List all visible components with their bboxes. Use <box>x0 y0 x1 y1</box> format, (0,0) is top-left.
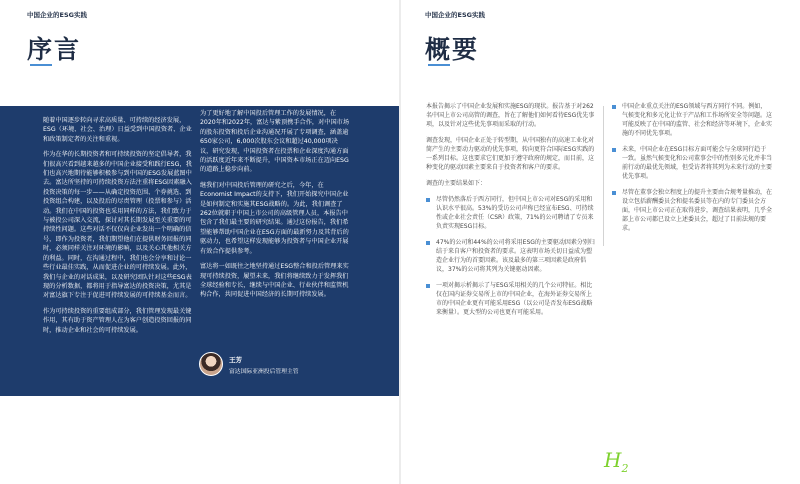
finding-bullet: 中国企业重点关注的ESG领域与西方同行不同。例如，气候变化和多元化让位于产品和工作场所安全等问题。这可能反映了在中国的监管、社会和经济等环境下，企业实施的不同优先事项。 <box>612 102 772 138</box>
author-avatar <box>199 352 223 376</box>
right-running-header: 中国企业的ESG实践 <box>425 11 485 19</box>
foreword-paragraph: 继我们对中国投后管理的研究之后，今年，在Economist Impact的支持下，我们开始探究中国企业是如何制定和实施其ESG战略的。为此，我们调查了262位就职于中国上市公司的高级管理人员，本报告中包含了我们最主要的研究结果。通过这份报告，我们希望能够帮助中国企业在ESG方面的最新努力及其背后的驱动力，也希望这样发现能够为投资者与中国企业开展有效合作提供参考。 <box>200 181 349 255</box>
bullet-square-icon <box>612 105 616 109</box>
right-page-title: 概要 <box>425 35 480 64</box>
foreword-paragraph: 作为可持续投资的重要组成部分，我们管理发现最关键作用，其有助于资产管理人在为客户创造投资回报的同时，推动企业和社会的可持续发展。 <box>43 307 192 334</box>
right-title-rule <box>428 64 450 66</box>
foreword-paragraph: 随着中国逐步转向寻求高质量、可持续的经济发展，ESG（环境、社会、治理）日益受到中国投资者、企业和政策制定者的关注和重视。 <box>43 117 192 143</box>
foreword-column-1 <box>43 116 194 341</box>
finding-bullet: 尽管在董事会独立程度上的提升主要由合规考量推动，在设立包括薪酬委员会和提名委员等在内的专门委员会方面，中国上市公司正在取得进步，调查结果表明，几乎全部上市公司都已设立上述委员会，超过了目前法规的要求。 <box>612 188 772 233</box>
foreword-paragraph: 为了更好地了解中国投后管理工作的发展情况，在2020年和2022年，富达与紫顶携手合作，对中国市场的股东投资和投后企业沟通况开展了专项调查，涵盖逾650家公司，6,000次股东会议和超过40,000项决议，研究发现，中国投资者在投票和企业深度沟通方面的活跃度近年来不断提升，中国资本市场正在迈向ESG的道路上稳步向前。 <box>200 110 350 174</box>
author-title: 富达国际亚洲投后管理主管 <box>229 369 299 375</box>
left-title-rule <box>30 64 52 66</box>
summary-column-left <box>426 102 596 324</box>
h2-logo-icon: $H_2$ <box>604 448 629 475</box>
foreword-paragraph: 作为在华的长期投资者和可持续投资的坚定倡导者，我们很高兴看到越来越多的中国企业接受和践行ESG，我们也高兴地期待能够积极参与到中国的ESG发展蓝图中去。富达所坚持的可持续投资方法注重将ESG因素融入投资决策的每一步——从确定投资范围、个券挑选、到投资组合构建，以及投后的尽责管理（投票和参与）活动。我们在中国的投资也采用同样的方法，我们致力于与被投公司深入交流，探讨对其长期发展至关重要的可持续性问题。这些对话不仅仅向企业发出一个明确的信号，即作为投资者，我们期望他们在提供财务回报的同时，必须同样关注对环境的影响，以及关心其他相关方的利益。同时，在沟通过程中，我们也会分享和讨论一些行业最佳实践，从而促进企业的可持续发展。此外，我们与企业的对话成果，以及研究团队针对这些ESG表现的分析数据，都将用于指导富达的投资决策，尤其是对富达旗下专注于促进可持续发展的可持续基金而言。 <box>43 151 192 300</box>
summary-paragraph: 本报告揭示了中国企业发展和实施ESG的现状。报告基于对262名中国上市公司高管的调查，旨在了解他们如何看待ESG优先事项，以及针对这些优先事项而采取的行动。 <box>426 103 595 128</box>
bullet-square-icon <box>612 191 616 195</box>
column-divider <box>603 106 604 246</box>
finding-bullet: 未来，中国企业在ESG目标方面可能会与全球同行趋于一致。虽然气候变化和公司董事会中的性别多元化并非当前行动的最优先领域，但受访者将其列为未来行动的主要优先事项。 <box>612 145 772 181</box>
bullet-square-icon <box>426 284 430 288</box>
finding-bullet: 一项对揭示析揭示了与ESG采用相关的几个公司特征。相比仅在国内证券交易所上市的中国企业，在海外证券交易所上市的中国企业更有可能采用ESG（以公司是否发布ESG战略来衡量）。更大型的公司也更有可能采用。 <box>426 281 596 317</box>
finding-bullet: 尽管仍然落后于西方同行，但中国上市公司对ESG的采用和认识水平很高。53%的受访公司声称已经宣布ESG、可持续性或企业社会责任（CSR）政策，71%的公司聘请了专员来负责实现ESG目标。 <box>426 195 596 231</box>
bullet-square-icon <box>426 198 430 202</box>
summary-column-right <box>612 102 772 240</box>
left-page-title: 序言 <box>27 35 82 64</box>
foreword-paragraph: 富达将一如既往之地坚持通过ESG整合和投后管理来实现可持续投资，履望未来，我们将继续致力于发挥我们全球经验和专长，继续与中国企业、行业伙伴和监管机构合作，共同促进中国经济的长期可持续发展。 <box>200 263 349 299</box>
finding-bullet: 47%的公司和44%的公司将采用ESG的主要驱动因素分别归结于来自客户和投资者的要求。这表明市场关切日益成为塑造企业行为的首要因素。该及最多的第三项因素是政府倡议，37%的公司将其列为关键驱动因素。 <box>426 238 596 274</box>
author-name: 王芳 <box>229 356 242 364</box>
foreword-column-2 <box>200 109 350 306</box>
foreword-panel <box>0 106 399 396</box>
bullet-square-icon <box>426 241 430 245</box>
summary-paragraph: 调查的主要结果如下： <box>426 180 487 187</box>
bullet-square-icon <box>612 148 616 152</box>
left-running-header: 中国企业的ESG实践 <box>27 11 87 19</box>
page-gutter <box>399 0 401 484</box>
summary-paragraph: 调查发现，中国企业正处于转型期，从中国独有的高速工业化对简产生的主要动力驱动的优先事项，转向更符合国际ESG实践的一系列目标。这也要求它们更加于遵守政府的规定，而目前，这种变化的驱动因素主要来自于投资者和客户的要求。 <box>426 137 595 171</box>
